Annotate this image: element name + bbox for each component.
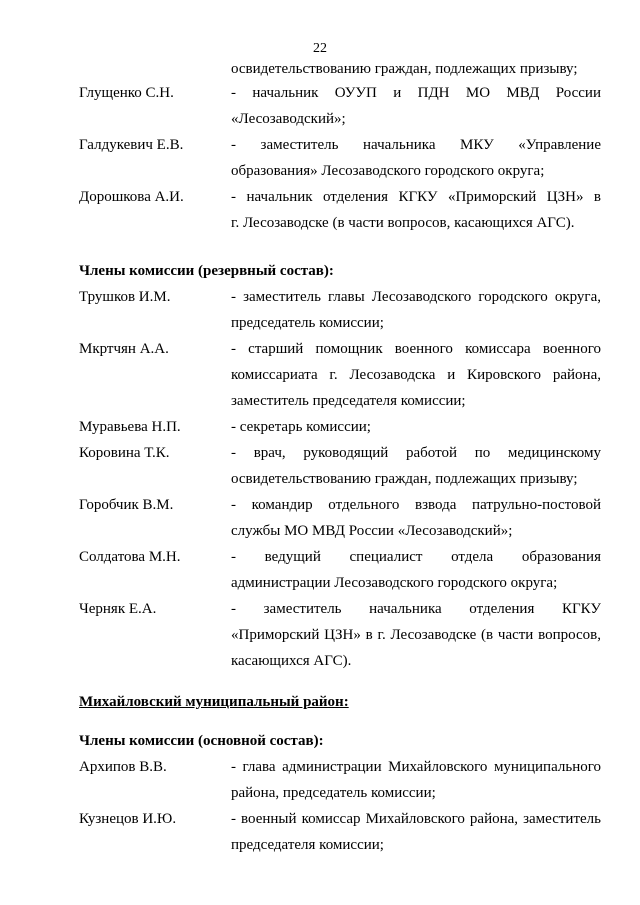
list-item xyxy=(79,184,601,236)
continuation-text: освидетельствованию граждан, подлежащих призыву; xyxy=(231,61,578,77)
role-line: - начальник отделения КГКУ «Приморский ЦЗН» в xyxy=(231,189,601,205)
role-line: образования» Лесозаводского городского округа; xyxy=(231,163,545,179)
role-line: - врач, руководящий работой по медицинскому xyxy=(231,445,601,461)
member-name: Архипов В.В. xyxy=(79,759,167,775)
member-name: Коровина Т.К. xyxy=(79,445,170,461)
reserve-entries xyxy=(79,284,601,674)
role-line: - старший помощник военного комиссара военного xyxy=(231,341,601,357)
member-role xyxy=(231,440,601,492)
member-role xyxy=(231,80,601,132)
list-item xyxy=(79,132,601,184)
member-role xyxy=(231,806,601,858)
list-item xyxy=(79,596,601,674)
reserve-heading: Члены комиссии (резервный состав): xyxy=(79,263,334,279)
role-line: службы МО МВД России «Лесозаводский»; xyxy=(231,523,513,539)
list-item xyxy=(79,492,601,544)
member-name: Трушков И.М. xyxy=(79,289,171,305)
list-item xyxy=(79,440,601,492)
member-name: Кузнецов И.Ю. xyxy=(79,811,177,827)
member-role xyxy=(231,754,601,806)
list-item xyxy=(79,336,601,414)
list-item xyxy=(79,284,601,336)
page-number: 22 xyxy=(313,41,327,56)
list-item xyxy=(79,544,601,596)
member-name: Глущенко С.Н. xyxy=(79,85,174,101)
role-line: - заместитель главы Лесозаводского городского округа, xyxy=(231,289,601,305)
role-line: г. Лесозаводске (в части вопросов, касающихся АГС). xyxy=(231,215,575,231)
role-line: - ведущий специалист отдела образования xyxy=(231,549,601,565)
member-name: Мкртчян А.А. xyxy=(79,341,169,357)
member-name: Солдатова М.Н. xyxy=(79,549,181,565)
member-role xyxy=(231,492,601,544)
role-line: комиссариата г. Лесозаводска и Кировского района, xyxy=(231,367,601,383)
member-role xyxy=(231,544,601,596)
main-entries xyxy=(79,754,601,858)
list-item xyxy=(79,754,601,806)
member-role xyxy=(231,336,601,414)
role-line: председателя комиссии; xyxy=(231,837,384,853)
member-name: Галдукевич Е.В. xyxy=(79,137,184,153)
list-item xyxy=(79,806,601,858)
list-item xyxy=(79,80,601,132)
role-line: - командир отдельного взвода патрульно-постовой xyxy=(231,497,601,513)
role-line: района, председатель комиссии; xyxy=(231,785,436,801)
member-role xyxy=(231,132,601,184)
member-name: Черняк Е.А. xyxy=(79,601,157,617)
role-line: - заместитель начальника отделения КГКУ xyxy=(231,601,601,617)
role-line: касающихся АГС). xyxy=(231,653,352,669)
top-entries xyxy=(79,80,601,236)
role-line: заместитель председателя комиссии; xyxy=(231,393,466,409)
member-role xyxy=(231,414,601,440)
role-line: «Приморский ЦЗН» в г. Лесозаводске (в части вопросов, xyxy=(231,627,601,643)
member-role xyxy=(231,184,601,236)
member-name: Горобчик В.М. xyxy=(79,497,174,513)
member-role xyxy=(231,596,601,674)
role-line: - заместитель начальника МКУ «Управление xyxy=(231,137,601,153)
role-line: председатель комиссии; xyxy=(231,315,384,331)
list-item xyxy=(79,414,601,440)
role-line: - секретарь комиссии; xyxy=(231,419,371,435)
member-name: Дорошкова А.И. xyxy=(79,189,184,205)
role-line: «Лесозаводский»; xyxy=(231,111,346,127)
role-line: администрации Лесозаводского городского округа; xyxy=(231,575,558,591)
main-heading: Члены комиссии (основной состав): xyxy=(79,733,324,749)
member-name: Муравьева Н.П. xyxy=(79,419,181,435)
district-heading: Михайловский муниципальный район: xyxy=(79,694,349,710)
role-line: освидетельствованию граждан, подлежащих призыву; xyxy=(231,471,578,487)
member-role xyxy=(231,284,601,336)
role-line: - военный комиссар Михайловского района, заместитель xyxy=(231,811,601,827)
role-line: - начальник ОУУП и ПДН МО МВД России xyxy=(231,85,601,101)
role-line: - глава администрации Михайловского муниципального xyxy=(231,759,601,775)
